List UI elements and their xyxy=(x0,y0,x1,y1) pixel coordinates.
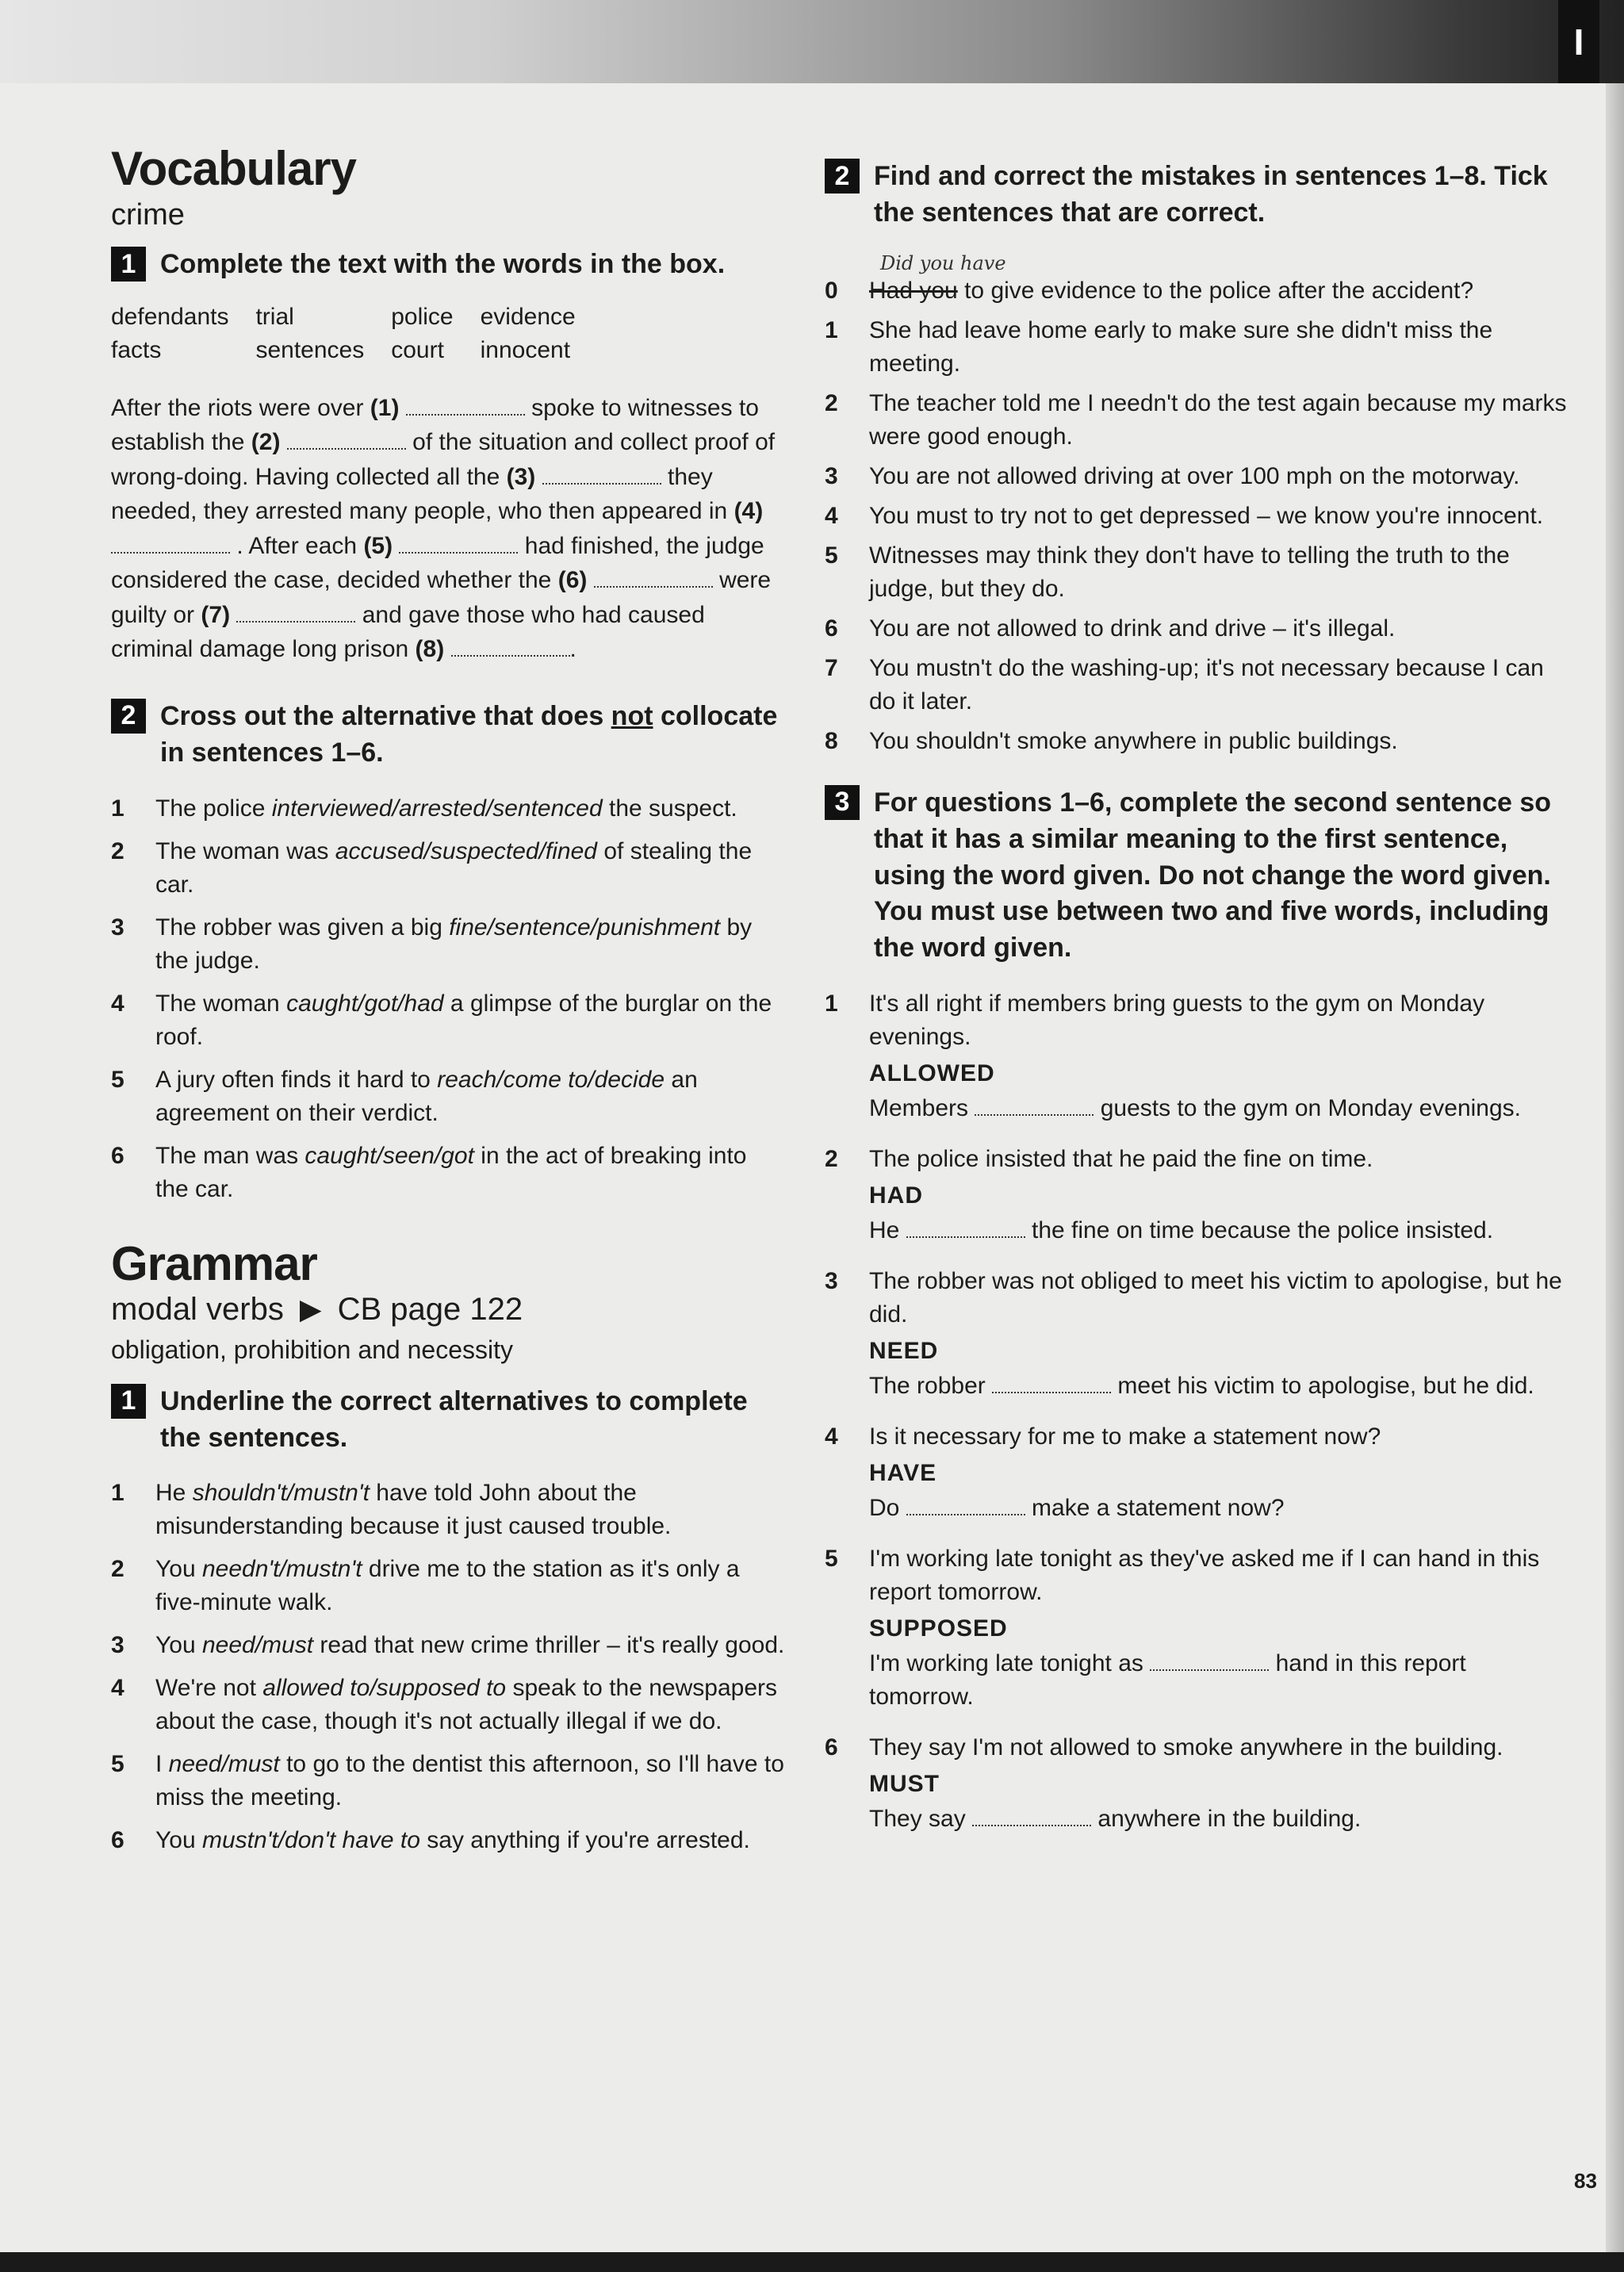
task-instruction: Underline the correct alternatives to complete the sentences. xyxy=(160,1385,748,1453)
list-item xyxy=(111,1063,785,1130)
gapped-sentence xyxy=(869,1370,1570,1403)
item-text: the suspect. xyxy=(602,795,737,822)
item-text: He xyxy=(869,1217,906,1244)
item-number: 4 xyxy=(825,1423,838,1450)
item-number: 6 xyxy=(111,1827,124,1854)
transformation-item xyxy=(825,1265,1570,1403)
alternatives[interactable]: caught/got/had xyxy=(286,990,444,1017)
item-text[interactable]: You shouldn't smoke anywhere in public buildings. xyxy=(869,727,1398,754)
task-number: 1 xyxy=(111,247,146,282)
word-box-item: trial xyxy=(255,303,294,330)
list-item xyxy=(825,460,1570,493)
right-column xyxy=(825,159,1570,1853)
item-text[interactable]: You must to try not to get depressed – we know you're innocent. xyxy=(869,502,1544,529)
item-text: The police insisted that he paid the fine on time. xyxy=(869,1146,1373,1173)
item-number: 3 xyxy=(825,462,838,489)
item-text: I'm working late tonight as xyxy=(869,1650,1151,1677)
text-segment: had finished, the judge considered the case, decided whether the xyxy=(111,532,764,594)
answer-blank[interactable] xyxy=(542,466,661,485)
transformation-item xyxy=(825,1420,1570,1525)
item-number: 5 xyxy=(825,542,838,569)
gapped-sentence xyxy=(869,1647,1570,1714)
item-text: They say xyxy=(869,1806,973,1833)
example-item xyxy=(825,274,1570,308)
alternatives[interactable]: needn't/mustn't xyxy=(201,1556,362,1583)
grammar-topic-row xyxy=(111,1292,785,1328)
header-band xyxy=(0,0,1624,83)
item-text[interactable]: She had leave home early to make sure she didn't miss the meeting. xyxy=(869,316,1493,377)
gapped-sentence xyxy=(869,1092,1570,1125)
gapped-sentence xyxy=(869,1214,1570,1247)
task-instruction: Find and correct the mistakes in sentences 1–8. Tick the sentences that are correct. xyxy=(874,161,1548,228)
gap-number: (4) xyxy=(733,498,764,525)
alternatives[interactable]: need/must xyxy=(168,1751,280,1778)
list-item xyxy=(825,725,1570,758)
item-text: anywhere in the building. xyxy=(1091,1806,1362,1833)
transformation-item xyxy=(825,1542,1570,1714)
key-word: SUPPOSED xyxy=(869,1615,1008,1642)
task-instruction xyxy=(160,699,785,772)
text-segment: . xyxy=(569,636,576,663)
word-box-item: defendants xyxy=(111,303,229,330)
answer-blank[interactable] xyxy=(399,534,518,554)
item-number: 2 xyxy=(825,1146,838,1173)
task-instruction: For questions 1–6, complete the second sentence so that it has a similar meaning to the first sentence, using the word given. Do not change the word given. You must use between two and five words, including the word given. xyxy=(874,787,1552,964)
grammar-task-3 xyxy=(825,785,1570,967)
gapped-sentence xyxy=(869,1803,1570,1836)
text-segment: spoke to witnesses to establish the xyxy=(111,394,759,456)
answer-blank[interactable] xyxy=(992,1374,1111,1393)
answer-blank[interactable] xyxy=(972,1807,1091,1826)
alternatives[interactable]: caught/seen/got xyxy=(304,1142,474,1169)
item-number: 3 xyxy=(111,1632,124,1659)
item-text: to go to the dentist this afternoon, so I'll have to miss the meeting. xyxy=(155,1751,784,1811)
item-text: The police xyxy=(155,795,272,822)
transformation-item xyxy=(825,1731,1570,1836)
task-instruction: Complete the text with the words in the box. xyxy=(160,249,726,279)
word-box xyxy=(111,304,785,364)
left-column xyxy=(111,143,785,1889)
item-text: The robber was not obliged to meet his victim to apologise, but he did. xyxy=(869,1268,1562,1328)
grammar-task-2 xyxy=(825,159,1570,232)
task-number: 3 xyxy=(825,785,860,820)
text-segment: they needed, they arrested many people, who then appeared in xyxy=(111,463,734,525)
word-box-item: sentences xyxy=(255,336,365,363)
item-text: The woman was xyxy=(155,837,335,864)
answer-blank[interactable] xyxy=(406,397,525,416)
list-item xyxy=(111,987,785,1054)
item-text: The woman xyxy=(155,990,287,1017)
item-text[interactable]: Witnesses may think they don't have to telling the truth to the judge, but they do. xyxy=(869,542,1510,602)
item-number: 5 xyxy=(825,1546,838,1573)
answer-blank[interactable] xyxy=(287,431,406,450)
item-number: 4 xyxy=(111,1675,124,1702)
item-text: It's all right if members bring guests to the gym on Monday evenings. xyxy=(869,990,1485,1051)
item-number: 5 xyxy=(111,1066,124,1093)
item-text: speak to the newspapers about the case, though it's not actually illegal if we do. xyxy=(155,1675,778,1735)
grammar-heading: Grammar xyxy=(111,1236,317,1290)
transformation-item xyxy=(825,1143,1570,1247)
item-number: 4 xyxy=(825,502,838,529)
list-item xyxy=(111,1629,785,1662)
list-item xyxy=(825,500,1570,533)
list-item xyxy=(111,1824,785,1857)
gap-number: (5) xyxy=(363,532,393,559)
item-text: The robber was given a big xyxy=(155,914,450,941)
example-correction: Did you have xyxy=(880,251,1006,274)
instruction-text: Cross out the alternative that does xyxy=(160,700,611,731)
struck-text: Had you xyxy=(869,277,958,304)
item-text: of stealing the car. xyxy=(155,837,753,898)
text-segment: After the riots were over xyxy=(111,394,370,421)
item-number: 1 xyxy=(111,795,124,822)
gap-number: (1) xyxy=(370,394,400,421)
item-text: You xyxy=(155,1632,202,1659)
alternatives[interactable]: accused/suspected/fined xyxy=(335,837,597,864)
item-number: 3 xyxy=(825,1268,838,1295)
item-text: They say I'm not allowed to smoke anywhere in the building. xyxy=(869,1734,1503,1761)
item-text: the fine on time because the police insisted. xyxy=(1025,1217,1494,1244)
alternatives[interactable]: fine/sentence/punishment xyxy=(449,914,721,941)
text-segment: were guilty or xyxy=(111,567,772,628)
answer-blank[interactable] xyxy=(594,569,713,588)
alternatives[interactable]: allowed to/supposed to xyxy=(262,1675,507,1702)
text-segment: of the situation and collect proof of wrong-doing. Having collected all the xyxy=(111,429,776,490)
answer-blank[interactable] xyxy=(906,1219,1025,1238)
vocabulary-heading: Vocabulary xyxy=(111,142,357,195)
page-edge xyxy=(1606,83,1624,2252)
transformation-item xyxy=(825,987,1570,1125)
task-number: 2 xyxy=(825,159,860,193)
key-word: MUST xyxy=(869,1771,940,1798)
list-item xyxy=(111,1477,785,1543)
alternatives[interactable]: reach/come to/decide xyxy=(437,1066,665,1093)
item-text[interactable]: The teacher told me I needn't do the test again because my marks were good enough. xyxy=(869,389,1567,450)
alternatives[interactable]: shouldn't/mustn't xyxy=(192,1480,370,1507)
list-item xyxy=(825,387,1570,454)
item-number: 1 xyxy=(825,316,838,343)
gap-number: (6) xyxy=(557,567,588,594)
item-text: I'm working late tonight as they've asked me if I can hand in this report tomorrow. xyxy=(869,1546,1540,1606)
word-box-item: innocent xyxy=(480,336,571,363)
item-text: Do xyxy=(869,1495,906,1522)
page-number: 83 xyxy=(1574,2169,1597,2193)
list-item xyxy=(111,911,785,978)
underline-list xyxy=(111,1477,785,1857)
list-item xyxy=(825,612,1570,646)
list-item xyxy=(111,1672,785,1738)
item-number: 6 xyxy=(111,1142,124,1169)
item-text: by the judge. xyxy=(155,914,753,974)
task-number: 1 xyxy=(111,1384,146,1419)
footer-band xyxy=(0,2252,1624,2272)
gap-number: (3) xyxy=(506,463,536,490)
vocab-task-2 xyxy=(111,699,785,772)
key-word: ALLOWED xyxy=(869,1060,995,1087)
grammar-task-1 xyxy=(111,1384,785,1457)
list-item xyxy=(825,539,1570,606)
item-text: You xyxy=(155,1827,202,1854)
answer-blank[interactable] xyxy=(111,534,230,554)
alternatives[interactable]: mustn't/don't have to xyxy=(201,1827,420,1854)
section-tab: I xyxy=(1558,0,1599,83)
item-text: a glimpse of the burglar on the roof. xyxy=(155,990,772,1050)
word-box-item: court xyxy=(391,336,444,363)
item-text: an agreement on their verdict. xyxy=(155,1066,698,1126)
item-number: 6 xyxy=(825,1734,838,1761)
item-text: meet his victim to apologise, but he did. xyxy=(1111,1373,1534,1400)
item-text: Members xyxy=(869,1095,975,1122)
gap-number: (7) xyxy=(201,601,231,628)
item-number: 2 xyxy=(825,389,838,416)
item-number: 1 xyxy=(111,1480,124,1507)
item-text: Is it necessary for me to make a statement now? xyxy=(869,1423,1381,1450)
grammar-subtopic: obligation, prohibition and necessity xyxy=(111,1335,513,1364)
key-word: HAVE xyxy=(869,1460,937,1487)
item-number: 7 xyxy=(825,654,838,681)
item-text: have told John about the misunderstanding because it just caused trouble. xyxy=(155,1480,672,1540)
item-number: 6 xyxy=(825,615,838,642)
grammar-topic: modal verbs xyxy=(111,1291,284,1327)
text-segment: . After each xyxy=(236,532,364,559)
item-number: 5 xyxy=(111,1751,124,1778)
item-number: 2 xyxy=(111,837,124,864)
alternatives[interactable]: need/must xyxy=(201,1632,314,1659)
gapped-sentence xyxy=(869,1492,1570,1525)
word-box-item: evidence xyxy=(480,303,576,330)
item-text: You xyxy=(155,1556,202,1583)
item-text: He xyxy=(155,1480,193,1507)
vocabulary-topic: crime xyxy=(111,198,185,232)
item-text: hand in this report tomorrow. xyxy=(869,1650,1466,1711)
item-text: to give evidence to the police after the accident? xyxy=(957,277,1474,304)
item-number: 0 xyxy=(825,277,838,304)
item-text: make a statement now? xyxy=(1025,1495,1285,1522)
alternatives[interactable]: interviewed/arrested/sentenced xyxy=(271,795,603,822)
item-text[interactable]: You mustn't do the washing-up; it's not necessary because I can do it later. xyxy=(869,654,1544,715)
word-box-item: facts xyxy=(111,336,162,363)
item-number: 8 xyxy=(825,727,838,754)
instruction-text: collocate in sentences 1–6. xyxy=(160,700,778,768)
answer-blank[interactable] xyxy=(451,638,570,657)
key-word: HAD xyxy=(869,1182,923,1209)
list-item xyxy=(111,1553,785,1619)
item-number: 1 xyxy=(825,990,838,1017)
item-text: The robber xyxy=(869,1373,993,1400)
list-item xyxy=(825,314,1570,381)
item-text[interactable]: You are not allowed to drink and drive – it's illegal. xyxy=(869,615,1396,642)
gap-number: (8) xyxy=(415,636,445,663)
item-text: read that new crime thriller – it's really good. xyxy=(313,1632,785,1659)
text-segment: and gave those who had caused criminal damage long prison xyxy=(111,601,705,663)
vocab-task-1 xyxy=(111,247,785,283)
list-item xyxy=(825,652,1570,718)
key-word: NEED xyxy=(869,1338,939,1365)
instruction-emphasis: not xyxy=(611,700,653,731)
list-item xyxy=(111,1748,785,1814)
item-text: I xyxy=(155,1751,169,1778)
triangle-arrow-icon: ▶ xyxy=(299,1293,322,1326)
item-text: guests to the gym on Monday evenings. xyxy=(1094,1095,1522,1122)
gap-fill-text xyxy=(111,391,785,667)
answer-blank[interactable] xyxy=(1150,1652,1269,1671)
collocation-list xyxy=(111,792,785,1206)
task-number: 2 xyxy=(111,699,146,734)
word-box-item: police xyxy=(391,303,454,330)
item-text: We're not xyxy=(155,1675,263,1702)
answer-blank[interactable] xyxy=(236,603,355,623)
item-text: in the act of breaking into the car. xyxy=(155,1142,747,1202)
list-item xyxy=(111,1140,785,1206)
item-text: A jury often finds it hard to xyxy=(155,1066,438,1093)
item-number: 3 xyxy=(111,914,124,941)
coursebook-reference: CB page 122 xyxy=(337,1291,523,1327)
answer-blank[interactable] xyxy=(975,1097,1094,1116)
answer-blank[interactable] xyxy=(906,1496,1025,1515)
list-item xyxy=(111,835,785,902)
item-text: The man was xyxy=(155,1142,305,1169)
item-text: say anything if you're arrested. xyxy=(419,1827,750,1854)
list-item xyxy=(111,792,785,826)
item-number: 4 xyxy=(111,990,124,1017)
gap-number: (2) xyxy=(251,429,281,456)
item-number: 2 xyxy=(111,1556,124,1583)
item-text: drive me to the station as it's only a five-minute walk. xyxy=(155,1556,740,1616)
item-text[interactable]: You are not allowed driving at over 100 mph on the motorway. xyxy=(869,462,1520,489)
